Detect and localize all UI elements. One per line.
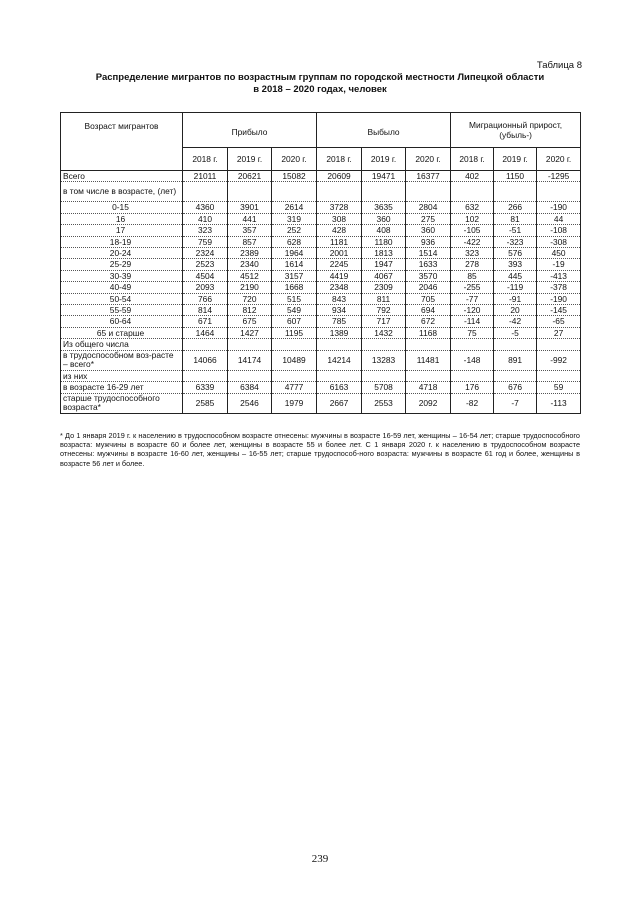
table-cell: 4777 bbox=[272, 382, 317, 393]
table-cell: 11481 bbox=[406, 350, 451, 370]
row-label: 20-24 bbox=[61, 248, 183, 259]
header-year: 2018 г. bbox=[183, 148, 228, 171]
header-year: 2019 г. bbox=[228, 148, 272, 171]
table-cell: 402 bbox=[451, 171, 494, 182]
table-cell: 14066 bbox=[183, 350, 228, 370]
table-cell: -77 bbox=[451, 293, 494, 304]
table-cell: -255 bbox=[451, 282, 494, 293]
table-cell bbox=[183, 182, 228, 202]
table-cell: 705 bbox=[406, 293, 451, 304]
row-label: 0-15 bbox=[61, 202, 183, 213]
table-cell: 675 bbox=[228, 316, 272, 327]
table-cell: 3570 bbox=[406, 270, 451, 281]
table-number: Таблица 8 bbox=[536, 60, 582, 71]
table-cell: 2546 bbox=[228, 393, 272, 413]
table-cell: 1180 bbox=[362, 236, 406, 247]
row-label: 18-19 bbox=[61, 236, 183, 247]
footnote: * До 1 января 2019 г. к населению в трудоспособном возрасте отнесены: мужчины в возрасте 16-59 лет, женщины – 16-54 лет; старше трудоспособного возраста: мужчины в возрасте 60 и более лет, женщины в возрасте 55 и более лет. С 1 января 2020 г. к населению в трудоспособном возрасте отнесены: мужчины в возрасте 16-60 лет, женщины – 16-55 лет; старше трудоспособ-ного возраста: мужчины в возрасте 61 год и более, женщины в возрасте 56 лет и более. bbox=[60, 431, 580, 468]
table-cell bbox=[272, 370, 317, 381]
table-cell: 2523 bbox=[183, 259, 228, 270]
table-cell bbox=[451, 339, 494, 350]
table-cell: 308 bbox=[317, 213, 362, 224]
table-row bbox=[61, 350, 581, 370]
table-cell: 2001 bbox=[317, 248, 362, 259]
table-cell: -65 bbox=[537, 316, 581, 327]
table-cell: 81 bbox=[494, 213, 537, 224]
table-cell: 2389 bbox=[228, 248, 272, 259]
table-cell: 1168 bbox=[406, 327, 451, 338]
table-cell: 1389 bbox=[317, 327, 362, 338]
table-cell: 323 bbox=[183, 225, 228, 236]
table-cell bbox=[183, 339, 228, 350]
row-label: 40-49 bbox=[61, 282, 183, 293]
table-row bbox=[61, 259, 581, 270]
table-row bbox=[61, 393, 581, 413]
table-cell: 1181 bbox=[317, 236, 362, 247]
row-label: 16 bbox=[61, 213, 183, 224]
table-cell: 766 bbox=[183, 293, 228, 304]
table-row bbox=[61, 270, 581, 281]
table-cell: 3635 bbox=[362, 202, 406, 213]
table-cell: 360 bbox=[362, 213, 406, 224]
table-cell: 811 bbox=[362, 293, 406, 304]
migration-table bbox=[60, 112, 581, 414]
table-cell: 2046 bbox=[406, 282, 451, 293]
table-row bbox=[61, 225, 581, 236]
table-cell: 671 bbox=[183, 316, 228, 327]
table-cell: 934 bbox=[317, 305, 362, 316]
row-label: 30-39 bbox=[61, 270, 183, 281]
table-cell bbox=[537, 182, 581, 202]
table-cell bbox=[362, 339, 406, 350]
table-cell: -91 bbox=[494, 293, 537, 304]
table-cell: 785 bbox=[317, 316, 362, 327]
table-row bbox=[61, 282, 581, 293]
table-cell: -1295 bbox=[537, 171, 581, 182]
table-cell: 720 bbox=[228, 293, 272, 304]
table-row bbox=[61, 293, 581, 304]
table-cell: 1514 bbox=[406, 248, 451, 259]
table-row bbox=[61, 171, 581, 182]
table-row bbox=[61, 202, 581, 213]
table-cell: 717 bbox=[362, 316, 406, 327]
table-cell: 21011 bbox=[183, 171, 228, 182]
row-label: Всего bbox=[61, 171, 183, 182]
table-cell: 1668 bbox=[272, 282, 317, 293]
table-cell: 408 bbox=[362, 225, 406, 236]
table-cell: 59 bbox=[537, 382, 581, 393]
header-year: 2020 г. bbox=[406, 148, 451, 171]
table-cell: -120 bbox=[451, 305, 494, 316]
table-cell bbox=[272, 182, 317, 202]
table-cell: 319 bbox=[272, 213, 317, 224]
table-cell: 792 bbox=[362, 305, 406, 316]
table-cell: 4718 bbox=[406, 382, 451, 393]
table-row bbox=[61, 248, 581, 259]
row-label: 55-59 bbox=[61, 305, 183, 316]
table-cell: -308 bbox=[537, 236, 581, 247]
table-cell: -413 bbox=[537, 270, 581, 281]
table-cell bbox=[406, 370, 451, 381]
table-cell bbox=[537, 370, 581, 381]
table-cell: 2614 bbox=[272, 202, 317, 213]
table-cell: 4360 bbox=[183, 202, 228, 213]
table-cell: 176 bbox=[451, 382, 494, 393]
table-row bbox=[61, 382, 581, 393]
table-cell: -42 bbox=[494, 316, 537, 327]
table-cell bbox=[228, 339, 272, 350]
table-cell: 15082 bbox=[272, 171, 317, 182]
table-cell: 14214 bbox=[317, 350, 362, 370]
header-migration-growth: Миграционный прирост, (убыль-) bbox=[451, 113, 581, 148]
table-cell: 936 bbox=[406, 236, 451, 247]
table-cell: 759 bbox=[183, 236, 228, 247]
table-cell bbox=[317, 339, 362, 350]
table-row bbox=[61, 316, 581, 327]
table-cell: 20621 bbox=[228, 171, 272, 182]
table-cell: -422 bbox=[451, 236, 494, 247]
table-cell: -113 bbox=[537, 393, 581, 413]
table-cell: 4512 bbox=[228, 270, 272, 281]
table-cell: 672 bbox=[406, 316, 451, 327]
table-cell: 323 bbox=[451, 248, 494, 259]
table-cell: 4504 bbox=[183, 270, 228, 281]
table-cell: 1964 bbox=[272, 248, 317, 259]
table-cell: 1979 bbox=[272, 393, 317, 413]
table-cell: 576 bbox=[494, 248, 537, 259]
table-cell: 2585 bbox=[183, 393, 228, 413]
table-row bbox=[61, 213, 581, 224]
table-title bbox=[55, 72, 585, 96]
table-cell: 75 bbox=[451, 327, 494, 338]
table-cell: 44 bbox=[537, 213, 581, 224]
table-cell: 1633 bbox=[406, 259, 451, 270]
table-cell: 10489 bbox=[272, 350, 317, 370]
table-cell: 549 bbox=[272, 305, 317, 316]
table-cell: 843 bbox=[317, 293, 362, 304]
table-cell: -5 bbox=[494, 327, 537, 338]
table-cell: 2340 bbox=[228, 259, 272, 270]
table-cell: 2092 bbox=[406, 393, 451, 413]
table-cell: 428 bbox=[317, 225, 362, 236]
table-title-line-2: в 2018 – 2020 годах, человек bbox=[253, 84, 387, 95]
table-cell: -19 bbox=[537, 259, 581, 270]
table-body bbox=[61, 171, 581, 414]
table-cell: 360 bbox=[406, 225, 451, 236]
table-cell bbox=[228, 182, 272, 202]
table-cell: 6339 bbox=[183, 382, 228, 393]
table-cell: 607 bbox=[272, 316, 317, 327]
table-cell: 27 bbox=[537, 327, 581, 338]
table-cell bbox=[406, 339, 451, 350]
table-cell: 628 bbox=[272, 236, 317, 247]
table-cell bbox=[451, 182, 494, 202]
table-row bbox=[61, 370, 581, 381]
table-cell bbox=[272, 339, 317, 350]
row-label: 60-64 bbox=[61, 316, 183, 327]
table-cell: -378 bbox=[537, 282, 581, 293]
table-cell: 16377 bbox=[406, 171, 451, 182]
table-row bbox=[61, 182, 581, 202]
table-cell: 2324 bbox=[183, 248, 228, 259]
table-row bbox=[61, 339, 581, 350]
table-cell bbox=[494, 182, 537, 202]
table-cell: 4419 bbox=[317, 270, 362, 281]
row-label: 65 и старше bbox=[61, 327, 183, 338]
table-cell: 2667 bbox=[317, 393, 362, 413]
table-cell: 1614 bbox=[272, 259, 317, 270]
table-cell: 252 bbox=[272, 225, 317, 236]
row-label: 50-54 bbox=[61, 293, 183, 304]
table-cell: 2245 bbox=[317, 259, 362, 270]
table-cell: -992 bbox=[537, 350, 581, 370]
row-label: из них bbox=[61, 370, 183, 381]
table-cell: 2804 bbox=[406, 202, 451, 213]
header-year: 2020 г. bbox=[537, 148, 581, 171]
header-year: 2019 г. bbox=[494, 148, 537, 171]
table-cell: -105 bbox=[451, 225, 494, 236]
table-cell bbox=[362, 182, 406, 202]
table-cell: 266 bbox=[494, 202, 537, 213]
table-cell bbox=[406, 182, 451, 202]
table-cell: 20609 bbox=[317, 171, 362, 182]
row-label: старше трудоспособного возраста* bbox=[61, 393, 183, 413]
table-cell: -51 bbox=[494, 225, 537, 236]
table-cell: 3901 bbox=[228, 202, 272, 213]
table-header bbox=[61, 113, 581, 171]
table-cell: 2309 bbox=[362, 282, 406, 293]
table-cell: 1464 bbox=[183, 327, 228, 338]
header-year: 2018 г. bbox=[317, 148, 362, 171]
table-cell: 1150 bbox=[494, 171, 537, 182]
table-cell: -145 bbox=[537, 305, 581, 316]
header-year: 2019 г. bbox=[362, 148, 406, 171]
table-cell: 1427 bbox=[228, 327, 272, 338]
table-cell: 450 bbox=[537, 248, 581, 259]
table-cell: 1432 bbox=[362, 327, 406, 338]
table-cell: 102 bbox=[451, 213, 494, 224]
table-cell: 3157 bbox=[272, 270, 317, 281]
table-cell: -190 bbox=[537, 293, 581, 304]
header-arrived: Прибыло bbox=[183, 113, 317, 148]
table-cell: -119 bbox=[494, 282, 537, 293]
table-cell: 278 bbox=[451, 259, 494, 270]
header-year: 2018 г. bbox=[451, 148, 494, 171]
header-age: Возраст мигрантов bbox=[61, 113, 183, 171]
row-label: Из общего числа bbox=[61, 339, 183, 350]
table-cell: 676 bbox=[494, 382, 537, 393]
table-cell: 812 bbox=[228, 305, 272, 316]
table-row bbox=[61, 327, 581, 338]
row-label: 25-29 bbox=[61, 259, 183, 270]
table-cell: 5708 bbox=[362, 382, 406, 393]
table-cell: 20 bbox=[494, 305, 537, 316]
table-cell: 632 bbox=[451, 202, 494, 213]
row-label: 17 bbox=[61, 225, 183, 236]
table-cell: 694 bbox=[406, 305, 451, 316]
row-label: в том числе в возрасте, (лет) bbox=[61, 182, 183, 202]
table-cell: -108 bbox=[537, 225, 581, 236]
table-cell: 393 bbox=[494, 259, 537, 270]
table-cell bbox=[228, 370, 272, 381]
table-cell: 3728 bbox=[317, 202, 362, 213]
row-label: в возрасте 16-29 лет bbox=[61, 382, 183, 393]
row-label: в трудоспособном воз-расте – всего* bbox=[61, 350, 183, 370]
table-cell bbox=[494, 370, 537, 381]
table-cell: 410 bbox=[183, 213, 228, 224]
table-cell: 275 bbox=[406, 213, 451, 224]
table-cell: 13283 bbox=[362, 350, 406, 370]
table-cell: 515 bbox=[272, 293, 317, 304]
table-cell: -323 bbox=[494, 236, 537, 247]
header-year: 2020 г. bbox=[272, 148, 317, 171]
table-cell: 1813 bbox=[362, 248, 406, 259]
table-cell: 1195 bbox=[272, 327, 317, 338]
table-cell: 891 bbox=[494, 350, 537, 370]
table-cell: -190 bbox=[537, 202, 581, 213]
table-cell: -7 bbox=[494, 393, 537, 413]
table-cell: 2348 bbox=[317, 282, 362, 293]
table-cell: 814 bbox=[183, 305, 228, 316]
table-cell bbox=[362, 370, 406, 381]
table-cell: 19471 bbox=[362, 171, 406, 182]
table-cell: 441 bbox=[228, 213, 272, 224]
table-cell bbox=[537, 339, 581, 350]
table-cell: 445 bbox=[494, 270, 537, 281]
table-cell: -148 bbox=[451, 350, 494, 370]
table-cell: -114 bbox=[451, 316, 494, 327]
table-cell: 6384 bbox=[228, 382, 272, 393]
table-cell bbox=[317, 370, 362, 381]
table-row bbox=[61, 305, 581, 316]
page-number: 239 bbox=[311, 853, 329, 865]
table-cell: -82 bbox=[451, 393, 494, 413]
table-cell: 4067 bbox=[362, 270, 406, 281]
table-cell: 6163 bbox=[317, 382, 362, 393]
table-cell: 857 bbox=[228, 236, 272, 247]
table-cell: 2553 bbox=[362, 393, 406, 413]
table-cell: 357 bbox=[228, 225, 272, 236]
table-cell: 1947 bbox=[362, 259, 406, 270]
table-title-line-1: Распределение мигрантов по возрастным группам по городской местности Липецкой области bbox=[95, 72, 545, 83]
table-cell bbox=[451, 370, 494, 381]
table-cell: 14174 bbox=[228, 350, 272, 370]
table-cell bbox=[317, 182, 362, 202]
table-cell: 2190 bbox=[228, 282, 272, 293]
table-row bbox=[61, 236, 581, 247]
table-cell bbox=[183, 370, 228, 381]
header-left: Выбыло bbox=[317, 113, 451, 148]
table-cell: 85 bbox=[451, 270, 494, 281]
table-cell bbox=[494, 339, 537, 350]
table-cell: 2093 bbox=[183, 282, 228, 293]
